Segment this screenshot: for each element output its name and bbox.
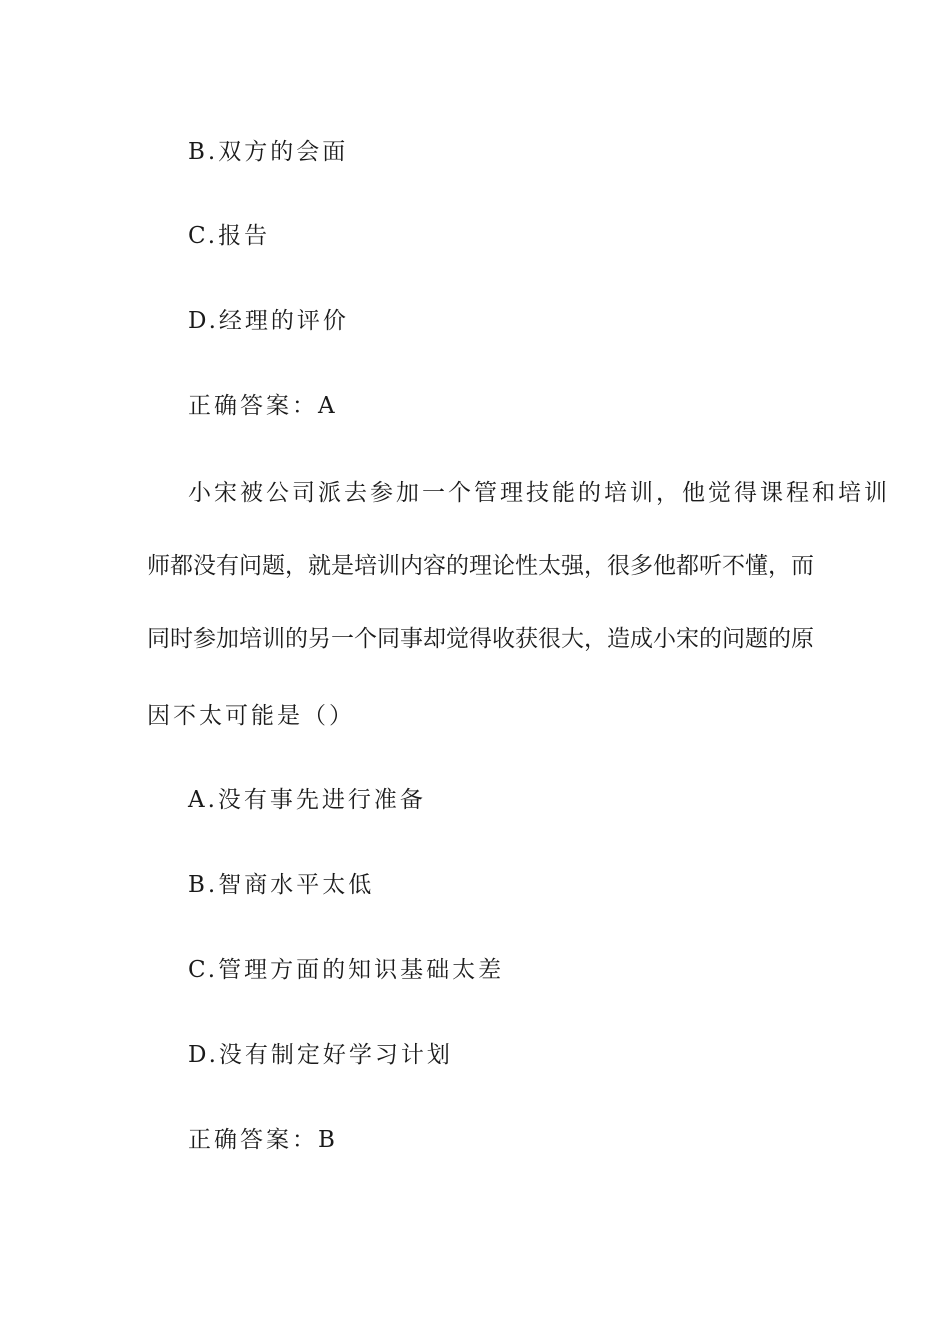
prev-option-d: D.经理的评价 <box>188 308 349 334</box>
question-text-line-3: 同时参加培训的另一个同事却觉得收获很大，造成小宋的问题的原 <box>147 626 814 652</box>
option-c: C.管理方面的知识基础太差 <box>188 957 505 983</box>
question-text-line-2: 师都没有问题，就是培训内容的理论性太强，很多他都听不懂，而 <box>147 553 814 579</box>
prev-answer: 正确答案：A <box>188 393 338 419</box>
option-d: D.没有制定好学习计划 <box>188 1042 453 1068</box>
answer: 正确答案：B <box>188 1127 338 1153</box>
option-a: A.没有事先进行准备 <box>188 787 426 813</box>
question-text-line-1: 小宋被公司派去参加一个管理技能的培训，他觉得课程和培训 <box>188 480 890 506</box>
prev-option-b: B.双方的会面 <box>188 139 349 165</box>
option-b: B.智商水平太低 <box>188 872 375 898</box>
prev-option-c: C.报告 <box>188 223 271 249</box>
question-text-line-4: 因不太可能是（） <box>147 703 355 729</box>
